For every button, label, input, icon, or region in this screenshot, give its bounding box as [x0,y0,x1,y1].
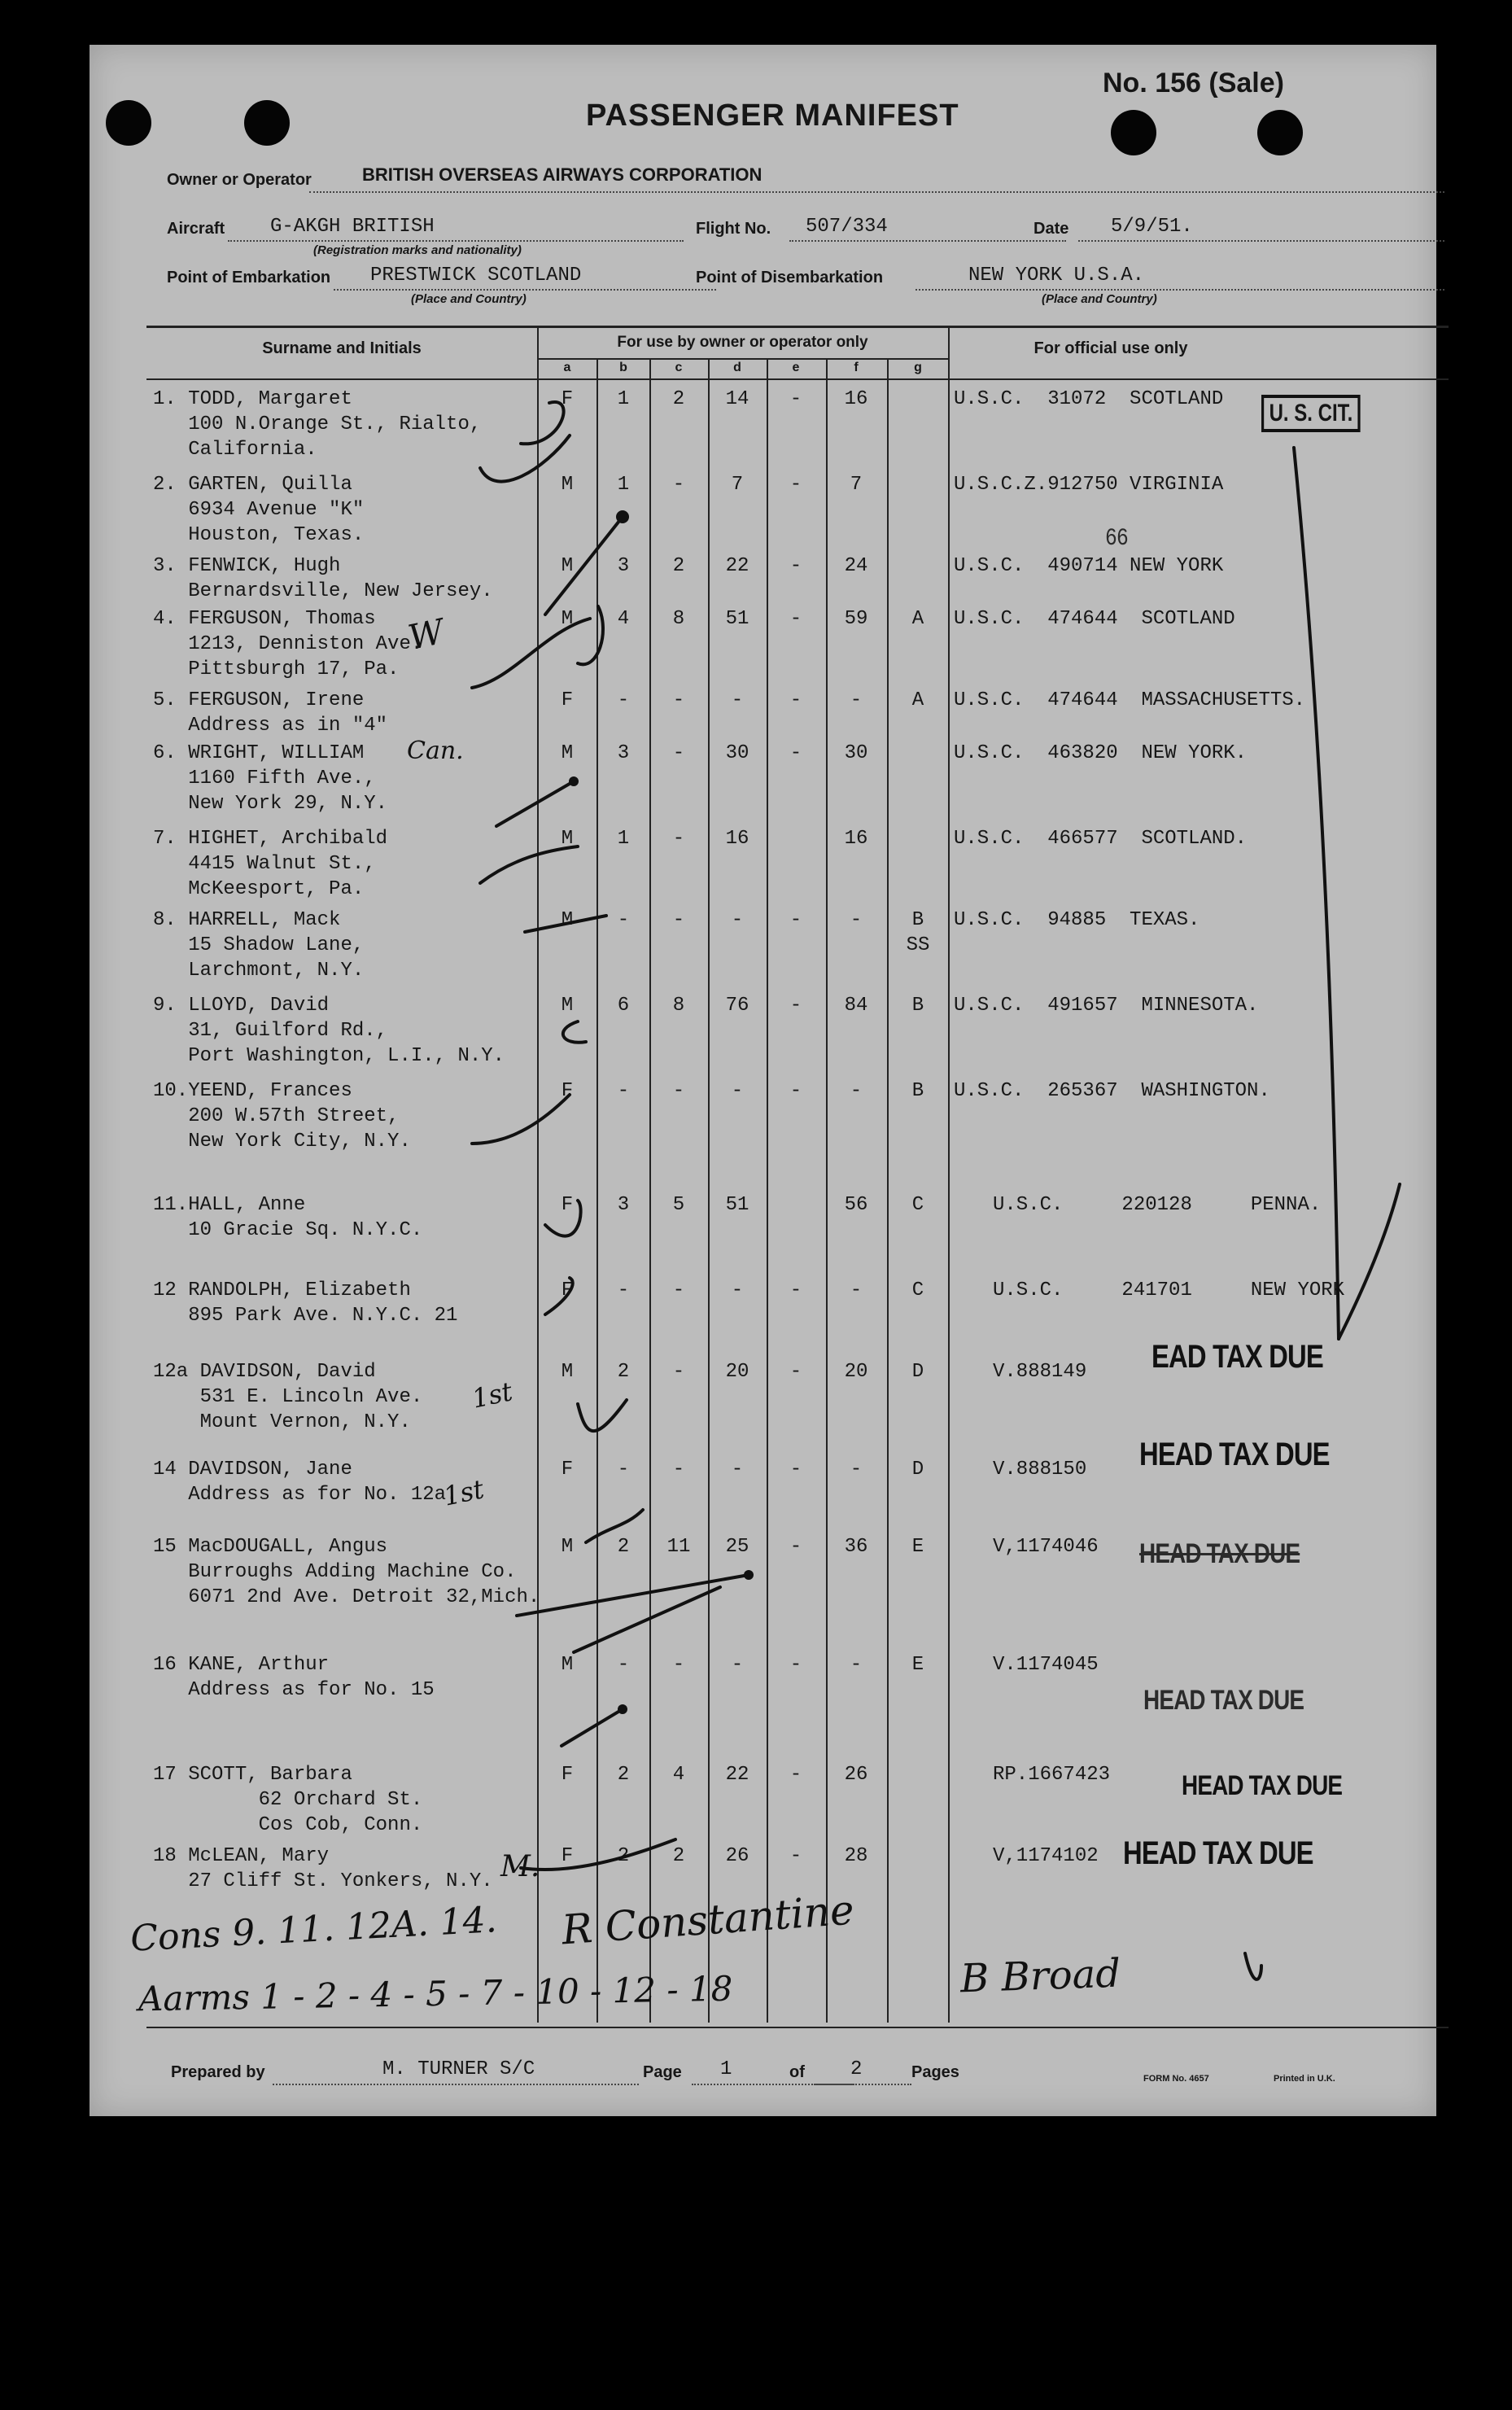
cell-f: - [850,1654,863,1676]
passenger-line: 5. FERGUSON, Irene [153,689,365,711]
aircraft-underline [228,240,684,242]
passenger-line: New York City, N.Y. [153,1131,411,1153]
cell-b: - [617,689,630,711]
passenger-line: McKeesport, Pa. [153,878,365,900]
cell-e: - [789,1845,802,1867]
cell-c: 4 [672,1764,685,1786]
cell-b: 6 [617,995,630,1017]
cell-e: - [789,742,802,764]
handwritten-w: W [404,611,448,658]
passenger-line: 18 McLEAN, Mary [153,1845,330,1867]
passenger-line: Address as for No. 12a. [153,1484,458,1506]
cell-c: - [672,1459,685,1481]
of-label: of [789,2063,805,2081]
official-entry: U.S.C. 490714 NEW YORK [954,555,1224,577]
sub-col-a: a [563,361,571,374]
cell-a: F [561,1845,574,1867]
passenger-name-address [153,1457,457,1507]
cell-e: - [789,555,802,577]
passenger-line: California. [153,439,317,461]
passenger-line: 2. GARTEN, Quilla [153,474,352,496]
passenger-line: 200 W.57th Street, [153,1105,400,1127]
cell-b: 4 [617,608,630,630]
prepared-by-value: M. TURNER S/C [382,2058,535,2080]
head-tax-stamp: HEAD TAX DUE [1139,1437,1330,1472]
cell-f: 7 [850,474,863,496]
embarkation-label: Point of Embarkation [167,269,331,286]
cell-d: 51 [725,1194,749,1216]
head-tax-stamp: HEAD TAX DUE [1123,1835,1313,1871]
cell-e: - [789,1279,802,1301]
col-header-official: For official use only [1033,339,1188,357]
check-mark [517,1575,749,1616]
cell-b: 2 [617,1361,630,1383]
disembarkation-note: (Place and Country) [1042,292,1157,306]
cell-f: 28 [844,1845,868,1867]
passenger-line: 100 N.Orange St., Rialto, [153,413,482,435]
cell-d: 14 [725,388,749,410]
passenger-name-address [153,1278,457,1328]
cell-d: - [731,689,744,711]
cell-b: 1 [617,388,630,410]
punch-hole [106,100,151,146]
cell-c: - [672,742,685,764]
handwritten-cons-line: Cons 9. 11. 12A. 14. [129,1899,498,1960]
official-entry: V,1174102 [993,1845,1099,1867]
cell-e: - [789,1080,802,1102]
cell-c: 2 [672,1845,685,1867]
cell-e: - [789,1459,802,1481]
flight-label: Flight No. [696,220,771,238]
cell-f: 56 [844,1194,868,1216]
passenger-name-address [153,1762,422,1838]
cell-c: 2 [672,555,685,577]
col-rule [767,360,768,2023]
table-header-rule [146,378,1449,380]
disembarkation-value: NEW YORK U.S.A. [968,265,1145,286]
cell-d: 16 [725,828,749,850]
cell-f: 20 [844,1361,868,1383]
passenger-name-address [153,1078,411,1154]
cell-d: - [731,1080,744,1102]
cell-b: - [617,1654,630,1676]
cell-a: F [561,1194,574,1216]
cell-b: - [617,1459,630,1481]
col-header-owner: For use by owner or operator only [617,334,868,351]
cell-c: - [672,828,685,850]
passenger-line: 6. WRIGHT, WILLIAM [153,742,365,764]
cell-d: 51 [725,608,749,630]
registration-note: (Registration marks and nationality) [313,243,522,257]
col-rule [537,326,539,2023]
date-label: Date [1033,220,1069,238]
head-tax-stamp: HEAD TAX DUE [1182,1770,1343,1801]
cell-a: M [561,1536,574,1558]
passenger-line: Address as in "4" [153,715,388,737]
number-66-stamp: 66 [1105,525,1128,553]
cell-e: - [789,689,802,711]
embarkation-note: (Place and Country) [411,292,527,306]
cell-f: 16 [844,388,868,410]
of-value: 2 [850,2058,863,2080]
cell-f: 59 [844,608,868,630]
official-entry: U.S.C. 466577 SCOTLAND. [954,828,1248,850]
passenger-line: New York 29, N.Y. [153,793,388,815]
passenger-name-address [153,1652,435,1703]
official-entry: U.S.C. 491657 MINNESOTA. [954,995,1259,1017]
of-underline [814,2084,911,2085]
cell-b: 1 [617,474,630,496]
col-rule [826,360,828,2023]
cell-f: - [850,1459,863,1481]
passenger-line: 11.HALL, Anne [153,1194,306,1216]
official-entry: U.S.C. 265367 WASHINGTON. [954,1080,1270,1102]
page-value: 1 [720,2058,732,2080]
cell-d: 26 [725,1845,749,1867]
passenger-line: 4. FERGUSON, Thomas [153,608,376,630]
date-underline [1078,240,1444,242]
disembarkation-underline [916,289,1444,291]
cell-d: 76 [725,995,749,1017]
cell-f: 26 [844,1764,868,1786]
passenger-line: 16 KANE, Arthur [153,1654,330,1676]
handwritten-signature-broad: B Broad [959,1950,1121,2002]
cell-f: - [850,1080,863,1102]
check-mark [563,1021,586,1043]
head-tax-stamp-partial: EAD TAX DUE [1151,1339,1323,1375]
passenger-line: Address as for No. 15 [153,1679,435,1701]
official-entry: U.S.C. 474644 SCOTLAND [954,608,1235,630]
handwritten-can: Can. [407,737,464,765]
passenger-line: 31, Guilford Rd., [153,1020,388,1042]
cell-b: 3 [617,555,630,577]
passenger-line: Burroughs Adding Machine Co. [153,1561,517,1583]
cell-g: B [911,995,924,1017]
prepared-by-label: Prepared by [171,2063,265,2081]
passenger-name-address [153,741,387,816]
cell-a: F [561,1764,574,1786]
check-mark [1245,1953,1261,1979]
cell-d: 22 [725,1764,749,1786]
sub-col-g: g [914,361,922,374]
cell-a: F [561,1080,574,1102]
cell-c: 2 [672,388,685,410]
cell-g: C [911,1279,924,1301]
cell-d: 7 [731,474,744,496]
cell-f: 84 [844,995,868,1017]
owner-value: BRITISH OVERSEAS AIRWAYS CORPORATION [362,164,763,185]
cell-a: F [561,1459,574,1481]
cell-a: M [561,909,574,931]
official-entry: U.S.C.Z.912750 VIRGINIA [954,474,1224,496]
cell-e: - [789,909,802,931]
passenger-line: 15 Shadow Lane, [153,934,365,956]
col-rule [887,360,889,2023]
cell-a: M [561,608,574,630]
passenger-line: 7. HIGHET, Archibald [153,828,388,850]
head-tax-stamp: HEAD TAX DUE [1143,1685,1304,1716]
sub-col-b: b [619,361,627,374]
punch-hole [1111,110,1156,155]
check-mark [578,1400,627,1431]
cell-a: M [561,1361,574,1383]
passenger-name-address [153,1192,422,1243]
passenger-line: Bernardsville, New Jersey. [153,580,493,602]
passenger-line: 62 Orchard St. [153,1789,423,1811]
official-entry: U.S.C. 463820 NEW YORK. [954,742,1248,764]
cell-d: - [731,1459,744,1481]
date-value: 5/9/51. [1111,216,1193,238]
cell-b: 1 [617,828,630,850]
passenger-name-address [153,826,387,902]
manifest-sheet [90,45,1436,2116]
cell-d: - [731,909,744,931]
passenger-line: Larchmont, N.Y. [153,960,365,982]
cell-a: M [561,555,574,577]
page-label: Page [643,2063,682,2081]
disembarkation-label: Point of Disembarkation [696,269,884,286]
handwritten-signature-constantine: R Constantine [560,1886,856,1954]
cell-g: D [911,1361,924,1383]
passenger-line: 9. LLOYD, David [153,995,330,1017]
passenger-line: 531 E. Lincoln Ave. [153,1386,423,1408]
passenger-name-address [153,688,387,738]
cell-e: - [789,1654,802,1676]
cell-b: - [617,1279,630,1301]
punch-hole [244,100,290,146]
passenger-line: 10 Gracie Sq. N.Y.C. [153,1219,423,1241]
cell-c: 11 [666,1536,691,1558]
cell-e: - [789,1361,802,1383]
passenger-name-address [153,606,422,682]
passenger-line: Houston, Texas. [153,524,365,546]
cell-a: M [561,474,574,496]
cell-g: C [911,1194,924,1216]
handwritten-numbers-line: Aarms 1 - 2 - 4 - 5 - 7 - 10 - 12 - 18 [138,1968,733,2019]
cell-f: - [850,909,863,931]
form-number: FORM No. 4657 [1143,2074,1209,2084]
punch-hole [1257,110,1303,155]
col-header-name: Surname and Initials [262,339,422,357]
cell-c: - [672,689,685,711]
cell-f: - [850,689,863,711]
cell-c: - [672,1080,685,1102]
cell-g: D [911,1459,924,1481]
cell-c: 8 [672,608,685,630]
flight-value: 507/334 [806,216,888,238]
cell-a: M [561,995,574,1017]
passenger-line: 3. FENWICK, Hugh [153,555,341,577]
cell-e: - [789,995,802,1017]
flight-underline [789,240,1066,242]
passenger-line: 14 DAVIDSON, Jane [153,1459,352,1481]
cell-a: M [561,828,574,850]
cell-e: - [789,1536,802,1558]
passenger-line: 895 Park Ave. N.Y.C. 21 [153,1305,458,1327]
cell-b: 3 [617,742,630,764]
handwritten-m: M. [500,1850,540,1883]
cell-d: 20 [725,1361,749,1383]
passenger-line: Pittsburgh 17, Pa. [153,658,400,680]
prepared-underline [273,2084,639,2085]
cell-c: - [672,1654,685,1676]
sub-col-d: d [733,361,741,374]
cell-b: - [617,1080,630,1102]
embarkation-value: PRESTWICK SCOTLAND [370,265,582,286]
check-mark [562,1709,623,1746]
passenger-line: 6934 Avenue "K" [153,499,365,521]
check-mark [574,1587,720,1652]
passenger-name-address [153,993,505,1069]
official-entry: RP.1667423 [993,1764,1111,1786]
passenger-line: 27 Cliff St. Yonkers, N.Y. [153,1870,493,1892]
passenger-line: Cos Cob, Conn. [153,1814,423,1836]
check-mark [480,846,578,883]
cell-f: - [850,1279,863,1301]
head-tax-stamp: HEAD TAX DUE [1139,1538,1300,1569]
printed-in: Printed in U.K. [1274,2074,1335,2084]
passenger-line: 12a DAVIDSON, David [153,1361,376,1383]
col-rule [948,326,950,2023]
passenger-line: 10.YEEND, Frances [153,1080,352,1102]
cell-a: F [561,1279,574,1301]
official-entry: V.888149 [993,1361,1087,1383]
cell-c: - [672,1361,685,1383]
passenger-name-address [153,908,364,983]
cell-e: - [789,1764,802,1786]
cell-b: 2 [617,1764,630,1786]
cell-d: - [731,1279,744,1301]
passenger-name-address [153,387,481,462]
col-rule [649,360,651,2023]
cell-d: 22 [725,555,749,577]
cell-a: M [561,742,574,764]
cell-f: 16 [844,828,868,850]
cell-g: E [911,1536,924,1558]
passenger-name-address [153,1844,493,1894]
cell-g: A [911,608,924,630]
passenger-line: 15 MacDOUGALL, Angus [153,1536,388,1558]
cell-b: 2 [617,1845,630,1867]
passenger-line: 17 SCOTT, Barbara [153,1764,352,1786]
passenger-line: 1213, Denniston Ave. [153,633,423,655]
official-entry: U.S.C. 241701 NEW YORK [993,1279,1345,1301]
cell-e: - [789,474,802,496]
cell-a: F [561,388,574,410]
page-title: PASSENGER MANIFEST [586,98,959,133]
sub-col-c: c [675,361,683,374]
passenger-name-address [153,553,493,604]
cell-b: 3 [617,1194,630,1216]
cell-d: 25 [725,1536,749,1558]
us-cit-stamp: U. S. CIT. [1261,395,1361,432]
official-entry: V,1174046 [993,1536,1099,1558]
table-top-rule [146,326,1449,328]
cell-c: 5 [672,1194,685,1216]
check-mark [496,781,574,826]
handwritten-1st: 1st [469,1376,516,1415]
handwritten-1st: 1st [440,1473,487,1512]
official-entry: U.S.C. 94885 TEXAS. [954,909,1200,931]
passenger-line: 1. TODD, Margaret [153,388,352,410]
cell-f: 24 [844,555,868,577]
cell-c: - [672,1279,685,1301]
cell-b: - [617,909,630,931]
cell-c: 8 [672,995,685,1017]
aircraft-value: G-AKGH BRITISH [270,216,435,238]
passenger-name-address [153,1534,540,1610]
cell-a: F [561,689,574,711]
col-rule [596,360,598,2023]
long-arrow [1339,1184,1400,1339]
owner-underline [309,191,1444,193]
official-entry: U.S.C. 220128 PENNA. [993,1194,1322,1216]
official-entry: U.S.C. 474644 MASSACHUSETTS. [954,689,1306,711]
footer-rule [146,2027,1449,2028]
passenger-name-address [153,472,364,548]
cell-d: 30 [725,742,749,764]
official-entry: V.888150 [993,1459,1087,1481]
cell-c: - [672,909,685,931]
cell-g: A [911,689,924,711]
sub-col-f: f [854,361,859,374]
passenger-line: Mount Vernon, N.Y. [153,1411,411,1433]
cell-b: 2 [617,1536,630,1558]
aircraft-label: Aircraft [167,220,225,238]
passenger-line: 4415 Walnut St., [153,853,376,875]
official-entry: V.1174045 [993,1654,1099,1676]
cell-g: E [911,1654,924,1676]
embarkation-underline [334,289,716,291]
passenger-line: 6071 2nd Ave. Detroit 32,Mich. [153,1586,540,1608]
col-rule [708,360,710,2023]
pages-label: Pages [911,2063,959,2081]
passenger-name-address [153,1359,422,1435]
passenger-line: 1160 Fifth Ave., [153,768,376,789]
cell-e: - [789,388,802,410]
cell-d: - [731,1654,744,1676]
cell-e: - [789,608,802,630]
cell-f: 30 [844,742,868,764]
passenger-line: 12 RANDOLPH, Elizabeth [153,1279,411,1301]
sub-col-e: e [792,361,800,374]
cell-a: M [561,1654,574,1676]
document-number: No. 156 (Sale) [1103,68,1284,98]
cell-c: - [672,474,685,496]
cell-g: B [911,1080,924,1102]
owner-label: Owner or Operator [167,171,312,189]
official-entry: U.S.C. 31072 SCOTLAND [954,388,1224,410]
cell-g: B SS [906,909,930,956]
cell-f: 36 [844,1536,868,1558]
passenger-line: 8. HARRELL, Mack [153,909,341,931]
passenger-line: Port Washington, L.I., N.Y. [153,1045,505,1067]
